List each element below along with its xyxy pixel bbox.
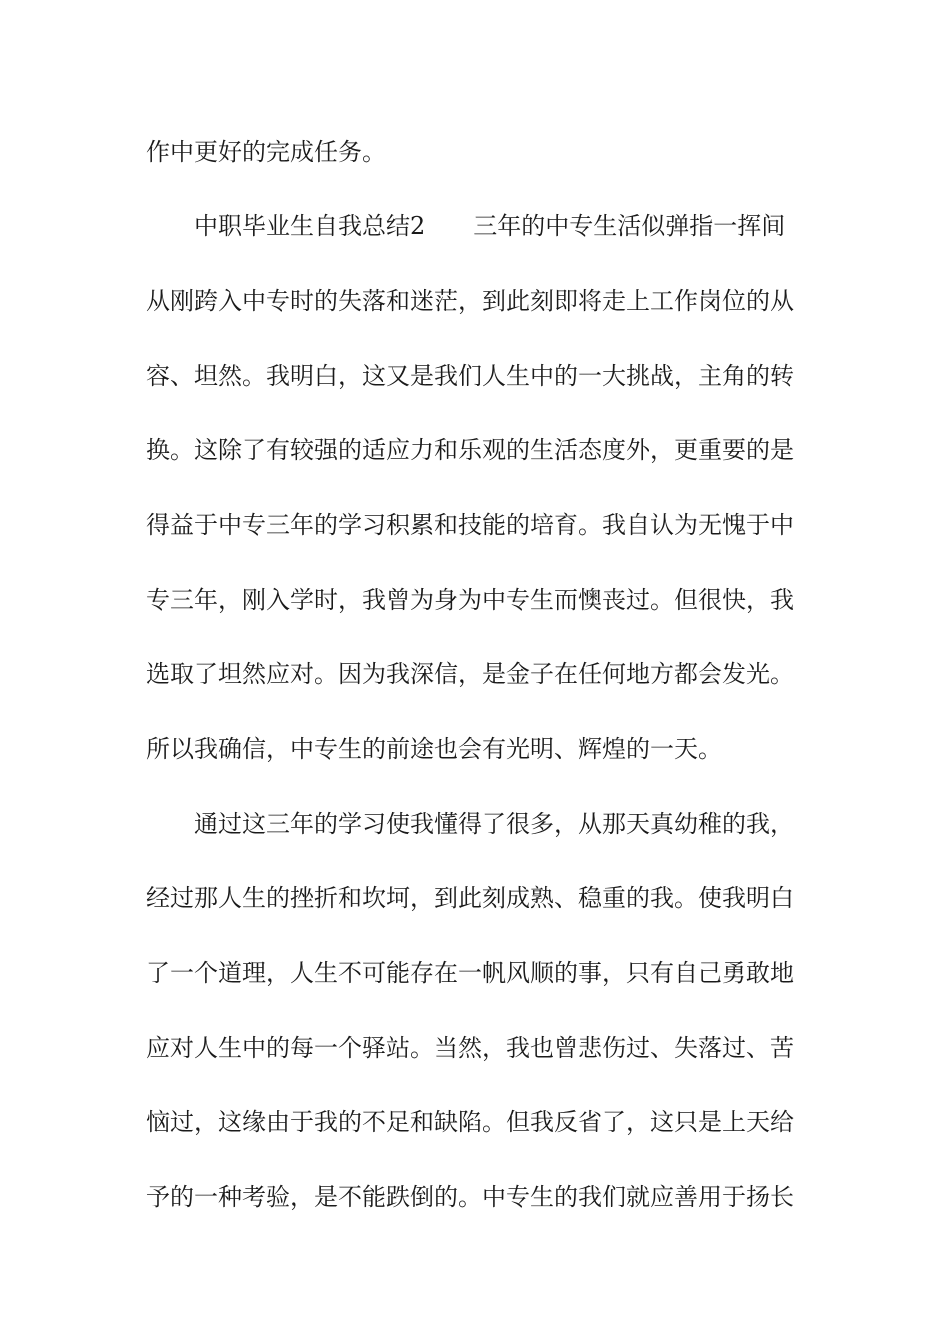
text-line: 应对人生中的每一个驿站。当然，我也曾悲伤过、失落过、苦 bbox=[146, 1034, 794, 1062]
text-line: 选取了坦然应对。因为我深信，是金子在任何地方都会发光。 bbox=[146, 660, 794, 688]
text-fragment: 三年的中专生活似弹指一挥间 bbox=[473, 212, 786, 240]
paragraph-start-line: 通过这三年的学习使我懂得了很多，从那天真幼稚的我， bbox=[194, 810, 794, 838]
text-line: 恼过，这缘由于我的不足和缺陷。但我反省了，这只是上天给 bbox=[146, 1108, 794, 1136]
section-title: 中职毕业生自我总结2 bbox=[194, 212, 426, 240]
text-line: 换。这除了有较强的适应力和乐观的生活态度外，更重要的是 bbox=[146, 436, 794, 464]
text-line: 得益于中专三年的学习积累和技能的培育。我自认为无愧于中 bbox=[146, 511, 794, 539]
text-line: 专三年，刚入学时，我曾为身为中专生而懊丧过。但很快，我 bbox=[146, 586, 794, 614]
text-line: 容、坦然。我明白，这又是我们人生中的一大挑战，主角的转 bbox=[146, 362, 794, 390]
text-line: 予的一种考验，是不能跌倒的。中专生的我们就应善用于扬长 bbox=[146, 1183, 794, 1211]
text-line: 经过那人生的挫折和坎坷，到此刻成熟、稳重的我。使我明白 bbox=[146, 884, 794, 912]
text-line: 从刚跨入中专时的失落和迷茫，到此刻即将走上工作岗位的从 bbox=[146, 287, 794, 315]
text-line: 作中更好的完成任务。 bbox=[146, 138, 386, 166]
text-line: 所以我确信，中专生的前途也会有光明、辉煌的一天。 bbox=[146, 735, 722, 763]
text-line: 了一个道理，人生不可能存在一帆风顺的事，只有自己勇敢地 bbox=[146, 959, 794, 987]
heading-line bbox=[194, 209, 808, 243]
